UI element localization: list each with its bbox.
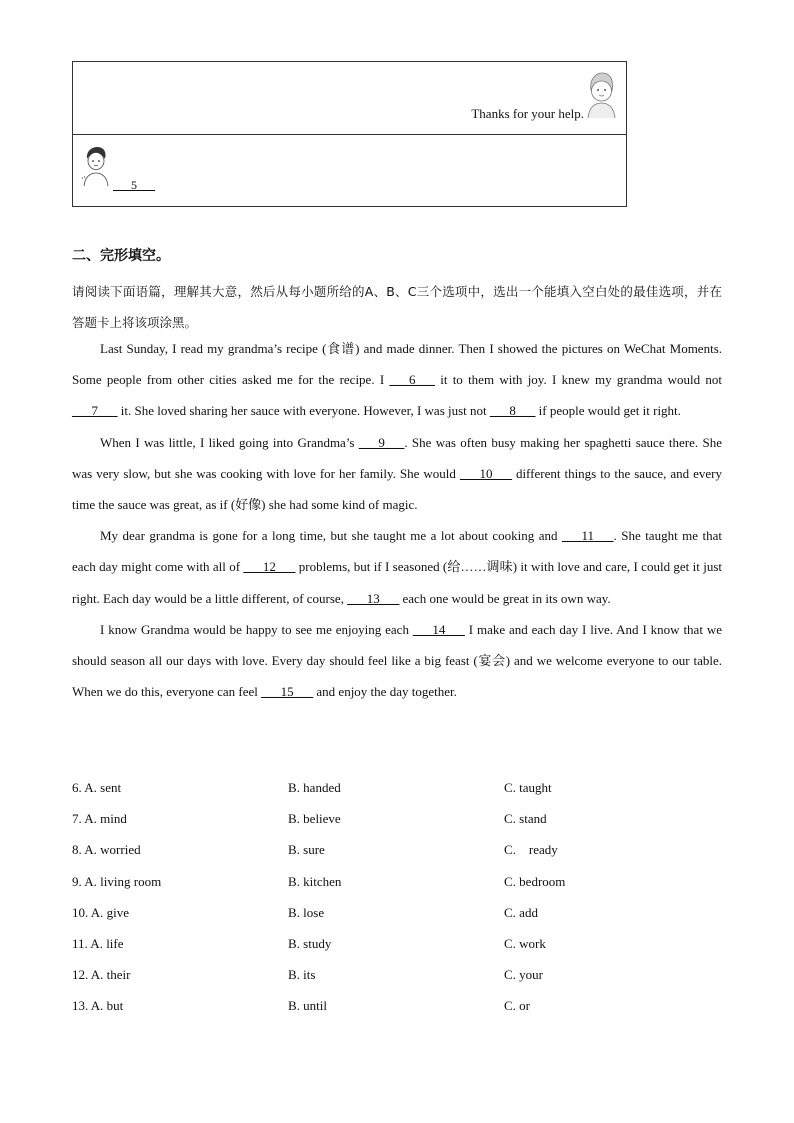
blank-15: ___15___	[261, 684, 314, 700]
option-b: B. lose	[288, 904, 325, 920]
option-b: B. believe	[288, 811, 341, 827]
option-a: 10. A. give	[72, 904, 130, 920]
option-row-8	[72, 834, 722, 865]
option-b: B. kitchen	[288, 873, 342, 889]
option-c: C. add	[504, 904, 538, 920]
option-row-10	[72, 897, 722, 928]
option-row-9	[72, 866, 722, 897]
dialog-divider	[73, 134, 626, 135]
option-b: B. study	[288, 935, 332, 951]
option-a: 7. A. mind	[72, 811, 127, 827]
passage-text: each one would be great in its own way.	[399, 590, 611, 606]
passage-paragraph-4	[72, 614, 722, 708]
option-a: 8. A. worried	[72, 842, 141, 858]
blank-7: ___7___	[72, 403, 118, 419]
blank-6: ___6___	[389, 372, 435, 388]
passage-text: it to them with joy. I knew my grandma would not	[434, 372, 722, 388]
option-row-13	[72, 990, 722, 1021]
passage-paragraph-1	[72, 333, 722, 427]
passage-text: My dear grandma is gone for a long time, but she taught me a lot about cooking and	[100, 528, 562, 544]
blank-12: ___12___	[243, 559, 296, 575]
passage-paragraph-2	[72, 427, 722, 521]
option-c: C. or	[504, 998, 530, 1014]
passage-text: and enjoy the day together.	[313, 684, 457, 700]
option-c: C. bedroom	[504, 873, 566, 889]
option-row-12	[72, 959, 722, 990]
option-c: C. taught	[504, 780, 552, 795]
section-heading: 二、完形填空。	[72, 248, 170, 264]
dialog-box	[72, 61, 627, 207]
option-b: B. its	[288, 967, 316, 983]
blank-10: ___10___	[459, 465, 512, 481]
option-c: C. ready	[504, 842, 558, 858]
blank-5: ___5___	[113, 178, 155, 192]
option-c: C. stand	[504, 811, 547, 827]
thanks-text: Thanks for your help.	[471, 106, 584, 121]
passage-text: Last Sunday, I read my grandma’s recipe (食谱) and made dinner. Then I showed the pictures on WeChat Moments. Some people from other cities asked me for the recipe. I	[72, 341, 722, 388]
option-b: B. sure	[288, 842, 325, 858]
passage-text: I know Grandma would be happy to see me enjoying each	[100, 621, 413, 637]
passage-text: different things to the sauce, and every time the sauce was great, as if (好像) she had some kind of magic.	[72, 465, 722, 513]
section-instructions: 请阅读下面语篇，理解其大意，然后从每小题所给的A、B、C三个选项中，选出一个能填入空白处的最佳选项，并在答题卡上将该项涂黑。	[72, 284, 722, 330]
answer-options	[72, 772, 722, 1022]
passage-text: problems, but if I seasoned (给……调味) it with love and care, I could get it just right. Each day would be a little different, of course,	[72, 559, 722, 606]
option-a: 13. A. but	[72, 998, 124, 1014]
option-a: 11. A. life	[72, 935, 124, 951]
blank-14: ___14___	[412, 621, 465, 637]
blank-9: ___9___	[358, 434, 405, 450]
girl-avatar-icon	[584, 70, 618, 118]
cloze-passage	[72, 333, 722, 707]
passage-paragraph-3	[72, 520, 722, 614]
passage-text: I make and each day I live. And I know that we should season all our days with love. Every day should feel like a big feast (宴会) and we welcome everyone to our table. When we do this, everyone can feel	[72, 621, 722, 700]
option-b: B. handed	[288, 780, 341, 795]
option-row-11	[72, 928, 722, 959]
option-a: 9. A. living room	[72, 873, 162, 889]
passage-text: if people would get it right.	[535, 403, 681, 419]
option-a: 6. A. sent	[72, 780, 122, 795]
option-b: B. until	[288, 998, 328, 1014]
blank-13: ___13___	[347, 590, 400, 606]
option-row-7	[72, 803, 722, 834]
passage-text: it. She loved sharing her sauce with everyone. However, I was just not	[117, 403, 490, 419]
passage-text: . She taught me that each day might come with all of	[72, 528, 722, 575]
option-c: C. your	[504, 967, 543, 983]
passage-text: . She was often busy making her spaghetti sauce there. She was very slow, but she was cooking with love for her family. She would	[72, 434, 722, 481]
option-a: 12. A. their	[72, 967, 131, 983]
option-c: C. work	[504, 935, 546, 951]
blank-8: ___8___	[489, 403, 536, 419]
passage-text: When I was little, I liked going into Grandma’s	[100, 434, 359, 450]
boy-avatar-icon	[81, 146, 111, 186]
option-row-6	[72, 772, 722, 803]
blank-11: ___11___	[561, 528, 614, 544]
